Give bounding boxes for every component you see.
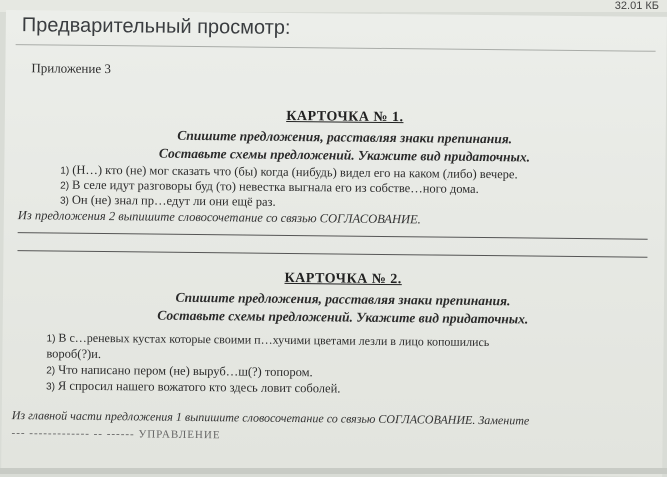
bottom-edge <box>0 468 667 474</box>
item-number: 1) <box>60 165 70 177</box>
preview-title: Предварительный просмотр: <box>21 14 291 39</box>
file-size-label: 32.01 КБ <box>614 0 659 12</box>
card-2-item-1-cont <box>46 346 101 362</box>
card-2-title: КАРТОЧКА № 2. <box>284 270 402 288</box>
card-2-instruction-1: Спишите предложения, расставляя знаки препинания. <box>175 289 511 309</box>
appendix-label: Приложение 3 <box>31 60 112 77</box>
card-2-item-1 <box>46 330 489 350</box>
card-1-instruction-1: Спишите предложения, расставляя знаки препинания. <box>177 127 513 147</box>
answer-line-1 <box>18 232 648 240</box>
card-2-item-3 <box>46 378 341 396</box>
item-number: 1) <box>46 333 56 345</box>
item-text: (Н…) кто (не) мог сказать что (бы) когда (нибудь) видел его на каком (либо) вечере. <box>72 162 518 182</box>
card-2-item-2 <box>46 362 313 380</box>
card-2-task-cutoff: --- ------------- -- ------ УПРАВЛЕНИЕ <box>11 427 221 442</box>
item-text: Что написано пером (не) выруб…ш(?) топором. <box>58 362 313 380</box>
item-text: В с…реневых кустах которые своими п…хучими цветами лезли в лицо копошились <box>58 330 490 350</box>
card-2-task: Из главной части предложения 1 выпишите словосочетание со связью СОГЛАСОВАНИЕ. Замените <box>11 408 530 428</box>
card-1-title: КАРТОЧКА № 1. <box>286 108 404 126</box>
item-number: 3) <box>45 381 56 393</box>
item-number: 3) <box>59 195 69 207</box>
item-number: 2) <box>46 365 56 377</box>
item-text: Он (не) знал пр…едут ли они ещё раз. <box>71 192 276 209</box>
answer-line-2 <box>17 250 647 258</box>
item-text: Я спросил нашего вожатого кто здесь ловит соболей. <box>57 378 341 396</box>
card-2-instruction-2: Составьте схемы предложений. Укажите вид придаточных. <box>157 307 529 327</box>
title-divider <box>16 44 656 52</box>
card-1-instruction-2: Составьте схемы предложений. Укажите вид придаточных. <box>158 145 531 165</box>
preview-page <box>1 10 667 477</box>
item-text: В селе идут разговоры буд (то) невестка выгнала его из собстве…ного дома. <box>72 177 479 196</box>
card-1-item-3 <box>60 193 276 210</box>
card-1-task: Из предложения 2 выпишите словосочетание со связью СОГЛАСОВАНИЕ. <box>17 208 421 227</box>
item-number: 2) <box>60 180 70 192</box>
item-text: вороб(?)и. <box>46 346 102 362</box>
